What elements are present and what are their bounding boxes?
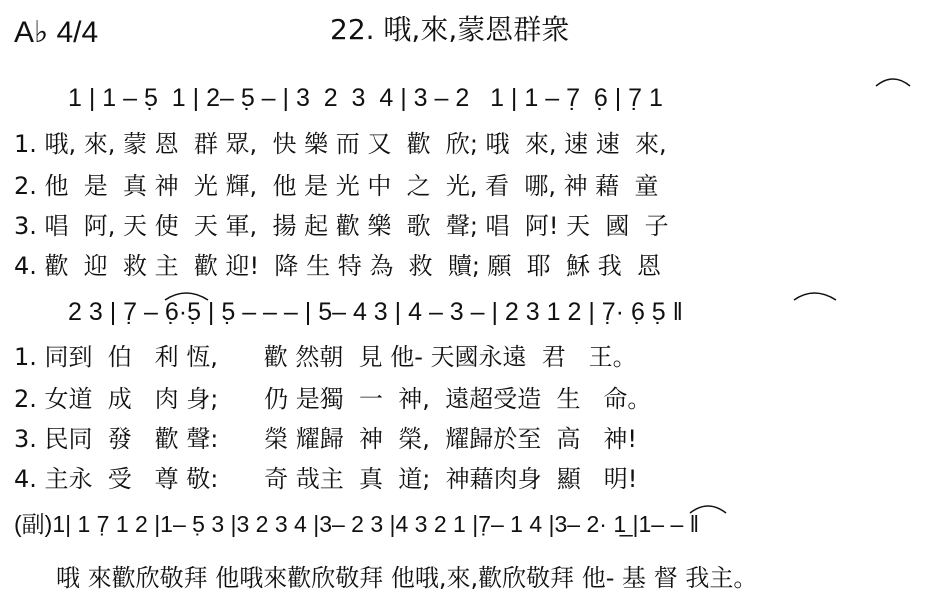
key-signature: A♭ 4/4 [14, 16, 99, 49]
verse-line-2a: 2. 他 是 真 神 光 輝, 他 是 光 中 之 光, 看 哪, 神 藉 童 [14, 172, 659, 200]
hymn-title: 22. 哦,來,蒙恩群衆 [330, 13, 570, 46]
verse-line-4a: 4. 歡 迎 救 主 歡 迎! 降 生 特 為 救 贖; 願 耶 穌 我 恩 [14, 252, 661, 280]
verse-line-3b: 3. 民同 發 歡 聲: 榮 耀歸 神 榮, 耀歸於至 高 神! [14, 425, 637, 453]
slur-arc [876, 79, 910, 86]
chorus-lyrics: 哦 來歡欣敬拜 他哦來歡欣敬拜 他哦,來,歡欣敬拜 他- 基 督 我主。 [56, 564, 758, 592]
notation-line-2: 2 3 | 7̣ – 6̣·5̣ | 5̣ – – – | 5– 4 3 | 4 – 3 – | 2 3 1 2 | 7̣· 6̣ 5̣ ‖ [68, 298, 683, 326]
verse-line-1b: 1. 同到 伯 利 恆, 歡 然朝 見 他- 天國永遠 君 王。 [14, 343, 637, 371]
notation-line-1: 1 | 1 – 5̣ 1 | 2– 5̣ – | 3 2 3 4 | 3 – 2 1 | 1 – 7̣ 6̣ | 7̣ 1 [68, 84, 663, 112]
verse-line-3a: 3. 唱 阿, 天 使 天 軍, 揚 起 歡 樂 歌 聲; 唱 阿! 天 國 子 [14, 212, 669, 240]
notation-line-chorus: (副)1| 1 7̣ 1 2 |1– 5̣ 3 |3 2 3 4 |3– 2 3 |4 3 2 1 |7̣– 1 4 |3– 2· 1̲ |1– – ‖ [14, 511, 700, 537]
slur-arc [794, 293, 836, 300]
verse-line-1a: 1. 哦, 來, 蒙 恩 群 眾, 快 樂 而 又 歡 欣; 哦 來, 速 速 來, [14, 130, 667, 158]
verse-line-4b: 4. 主永 受 尊 敬: 奇 哉主 真 道; 神藉肉身 顯 明! [14, 465, 638, 493]
verse-line-2b: 2. 女道 成 肉 身; 仍 是獨 一 神, 遠超受造 生 命。 [14, 385, 652, 413]
